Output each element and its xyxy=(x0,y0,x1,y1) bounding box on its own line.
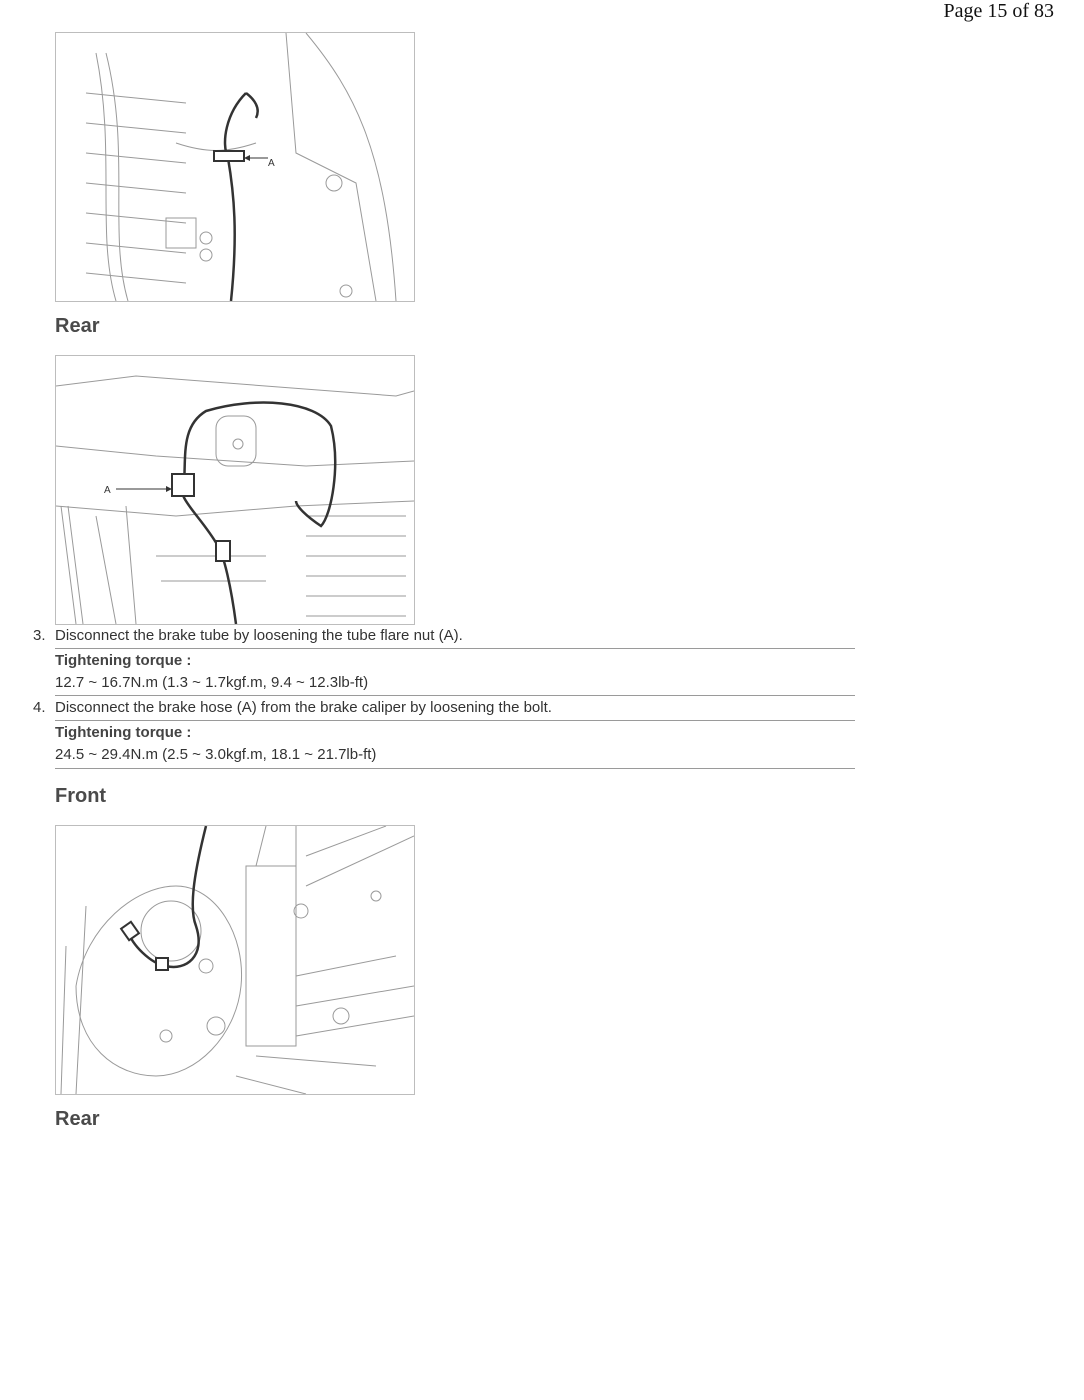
front-caliper-illustration xyxy=(55,825,415,1095)
step-4 xyxy=(33,699,855,716)
figure-2-callout: A xyxy=(104,485,111,496)
step-3-text: Disconnect the brake tube by loosening the tube flare nut (A). xyxy=(55,627,463,644)
divider xyxy=(55,648,855,649)
front-brake-tube-drawing xyxy=(56,33,414,301)
rear-brake-tube-illustration xyxy=(55,355,415,625)
caption-rear-2: Rear xyxy=(55,1108,100,1130)
front-brake-tube-illustration xyxy=(55,32,415,302)
step-4-number: 4. xyxy=(33,699,46,716)
caption-front: Front xyxy=(55,785,107,807)
step-4-text: Disconnect the brake hose (A) from the brake caliper by loosening the bolt. xyxy=(55,699,552,716)
step-4-torque-value: 24.5 ~ 29.4N.m (2.5 ~ 3.0kgf.m, 18.1 ~ 21.7lb-ft) xyxy=(55,746,377,763)
front-caliper-drawing xyxy=(56,826,414,1094)
caption-rear-1: Rear xyxy=(55,315,100,337)
step-3-number: 3. xyxy=(33,627,46,644)
step-4-torque-label: Tightening torque : xyxy=(55,724,192,741)
step-3-torque-value: 12.7 ~ 16.7N.m (1.3 ~ 1.7kgf.m, 9.4 ~ 12.3lb-ft) xyxy=(55,674,369,691)
page-number: Page 15 of 83 xyxy=(943,0,1054,22)
step-3 xyxy=(33,627,855,644)
step-3-torque-label: Tightening torque : xyxy=(55,652,192,669)
figure-1-callout: A xyxy=(268,158,275,169)
divider xyxy=(55,695,855,696)
rear-brake-tube-drawing xyxy=(56,356,414,624)
divider xyxy=(55,720,855,721)
divider xyxy=(55,768,855,769)
